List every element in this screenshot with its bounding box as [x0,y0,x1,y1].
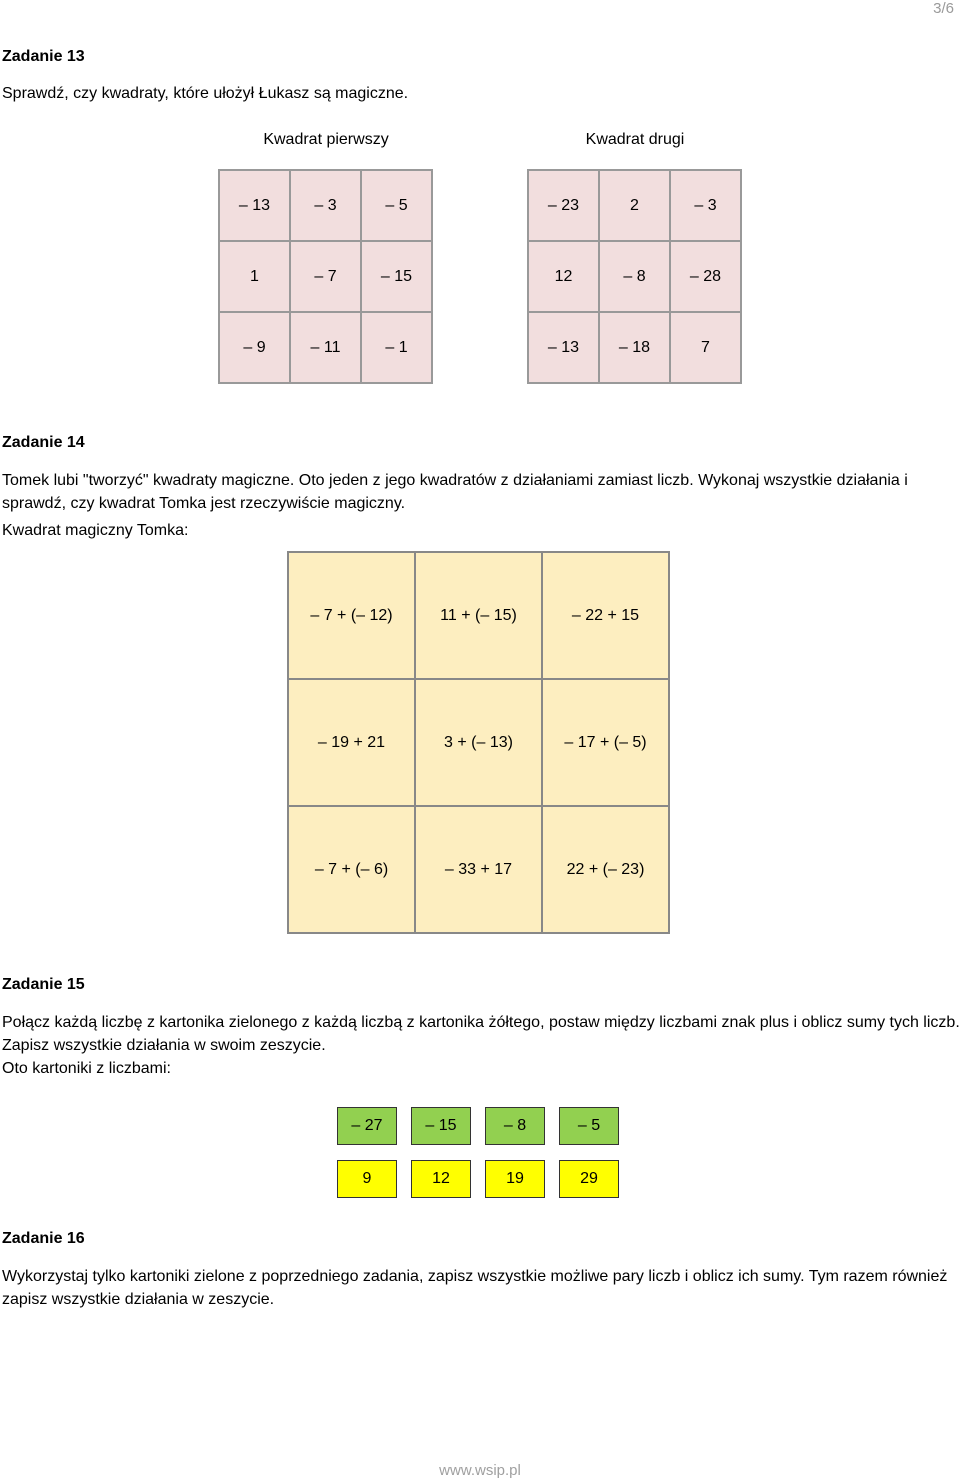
square2-cell: – 13 [528,312,599,383]
task16-text: Wykorzystaj tylko kartoniki zielone z poprzedniego zadania, zapisz wszystkie możliwe pary liczb i oblicz ich sumy. Tym razem również zapisz wszystkie działania w zeszycie. [2,1268,948,1308]
yellow-card: 12 [411,1160,471,1198]
square1-cell: – 13 [219,170,290,241]
square1-cell: – 15 [361,241,432,312]
square1-cell: 1 [219,241,290,312]
task15-text: Połącz każdą liczbę z kartonika zielonego z każdą liczbą z kartonika żółtego, postaw między liczbami znak plus i oblicz sumy tych liczb. Zapisz wszystkie działania w swoim zeszycie. [2,1014,960,1054]
tomek-cell: 22 + (– 23) [542,806,669,933]
square1-cell: – 11 [290,312,361,383]
square2-cell: – 28 [670,241,741,312]
square1-label: Kwadrat pierwszy [263,131,389,148]
green-cards [337,1107,619,1145]
task13-text: Sprawdź, czy kwadraty, które ułożył Łukasz są magiczne. [2,85,409,102]
tomek-cell: – 7 + (– 6) [288,806,415,933]
yellow-cards [337,1160,619,1198]
tomek-cell: 11 + (– 15) [415,552,542,679]
task13-heading: Zadanie 13 [2,48,85,65]
green-card: – 27 [337,1107,397,1145]
task14-heading: Zadanie 14 [2,434,85,451]
square2-label: Kwadrat drugi [585,131,685,148]
tomek-cell: – 7 + (– 12) [288,552,415,679]
task15-subtitle: Oto kartoniki z liczbami: [2,1060,171,1077]
square1-cell: – 7 [290,241,361,312]
yellow-card: 19 [485,1160,545,1198]
green-card: – 8 [485,1107,545,1145]
square2-cell: – 23 [528,170,599,241]
yellow-card: 29 [559,1160,619,1198]
green-card: – 15 [411,1107,471,1145]
square1-cell: – 3 [290,170,361,241]
task16-heading: Zadanie 16 [2,1230,85,1247]
square2-cell: 12 [528,241,599,312]
square2-cell: – 18 [599,312,670,383]
magic-square-1 [218,169,433,384]
tomek-cell: – 19 + 21 [288,679,415,806]
task15-heading: Zadanie 15 [2,976,85,993]
square2-cell: 7 [670,312,741,383]
footer-url: www.wsip.pl [439,1462,521,1479]
magic-square-tomek [287,551,670,934]
tomek-cell: – 22 + 15 [542,552,669,679]
task14-subtitle: Kwadrat magiczny Tomka: [2,522,189,539]
magic-square-2 [527,169,742,384]
square1-cell: – 1 [361,312,432,383]
square1-cell: – 5 [361,170,432,241]
yellow-card: 9 [337,1160,397,1198]
square1-cell: – 9 [219,312,290,383]
square2-cell: 2 [599,170,670,241]
tomek-cell: 3 + (– 13) [415,679,542,806]
tomek-cell: – 33 + 17 [415,806,542,933]
tomek-cell: – 17 + (– 5) [542,679,669,806]
square2-cell: – 3 [670,170,741,241]
page-number: 3/6 [933,0,954,17]
green-card: – 5 [559,1107,619,1145]
square2-cell: – 8 [599,241,670,312]
task14-text: Tomek lubi "tworzyć" kwadraty magiczne. Oto jeden z jego kwadratów z działaniami zamiast liczb. Wykonaj wszystkie działania i sprawdź, czy kwadrat Tomka jest rzeczywiście magiczny. [2,472,908,512]
